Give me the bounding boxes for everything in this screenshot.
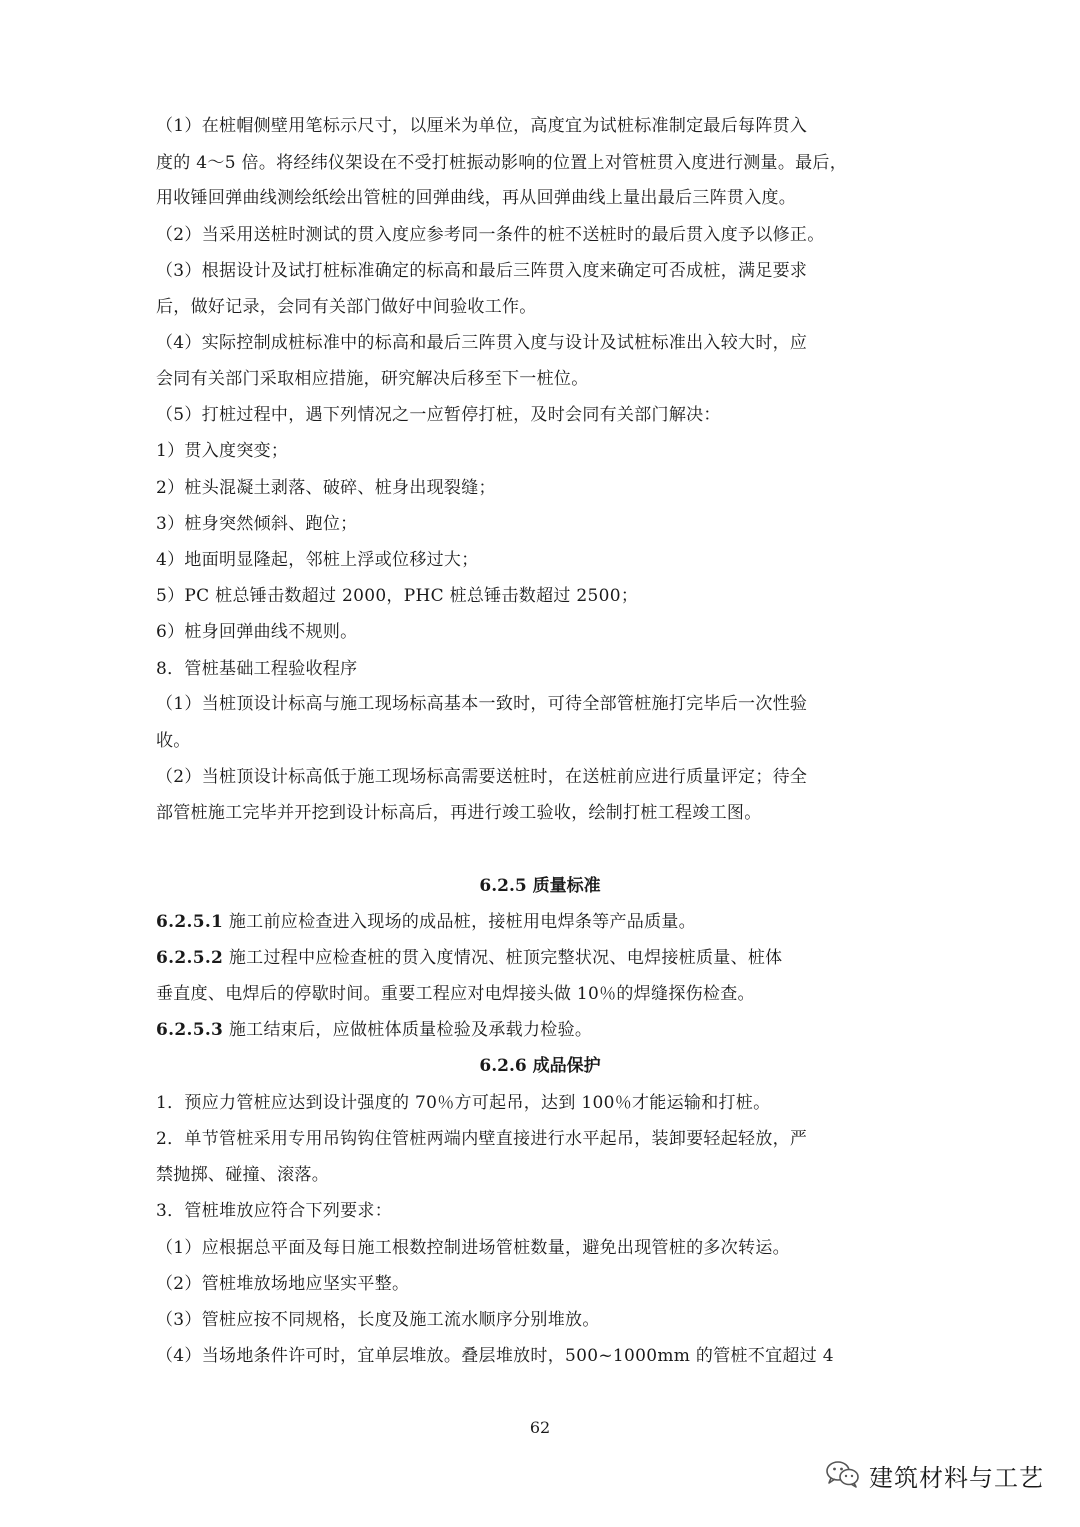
clause-line	[156, 912, 696, 932]
body-line: 3）桩身突然倾斜、跑位；	[156, 514, 358, 534]
body-line: 6）桩身回弹曲线不规则。	[156, 622, 358, 642]
body-line: （1）应根据总平面及每日施工根数控制进场管桩数量，避免出现管桩的多次转运。	[156, 1238, 790, 1258]
body-line: 部管桩施工完毕并开挖到设计标高后，再进行竣工验收，绘制打桩工程竣工图。	[156, 803, 762, 823]
body-line: （1）当桩顶设计标高与施工现场标高基本一致时，可待全部管桩施打完毕后一次性验	[156, 694, 808, 714]
section-heading-product-protection: 6.2.6 成品保护	[479, 1056, 601, 1076]
watermark	[825, 1458, 1044, 1493]
body-line: 4）地面明显隆起，邻桩上浮或位移过大；	[156, 550, 479, 570]
clause-text: 施工过程中应检查桩的贯入度情况、桩顶完整状况、电焊接桩质量、桩体	[223, 948, 783, 968]
body-line: 会同有关部门采取相应措施，研究解决后移至下一桩位。	[156, 369, 589, 389]
body-line: 收。	[156, 731, 191, 751]
body-line: （5）打桩过程中，遇下列情况之一应暂停打桩，及时会同有关部门解决：	[156, 405, 721, 425]
body-line: 1．预应力管桩应达到设计强度的 70％方可起吊，达到 100％才能运输和打桩。	[156, 1093, 771, 1113]
body-line: 度的 4～5 倍。将经纬仪架设在不受打桩振动影响的位置上对管桩贯入度进行测量。最后，	[156, 153, 848, 173]
body-line: 3．管桩堆放应符合下列要求：	[156, 1201, 393, 1221]
body-line: 2）桩头混凝土剥落、破碎、桩身出现裂缝；	[156, 478, 496, 498]
body-line: （2）管桩堆放场地应坚实平整。	[156, 1274, 410, 1294]
body-line: 1）贯入度突变；	[156, 441, 289, 461]
clause-text: 施工结束后，应做桩体质量检验及承载力检验。	[223, 1020, 593, 1040]
body-line: （1）在桩帽侧壁用笔标示尺寸，以厘米为单位，高度宜为试桩标准制定最后每阵贯入	[156, 116, 808, 136]
body-line: （3）管桩应按不同规格，长度及施工流水顺序分别堆放。	[156, 1310, 600, 1330]
clause-text: 施工前应检查进入现场的成品桩，接桩用电焊条等产品质量。	[223, 912, 696, 932]
wechat-icon	[825, 1459, 861, 1493]
body-line: 用收锤回弹曲线测绘纸绘出管桩的回弹曲线，再从回弹曲线上量出最后三阵贯入度。	[156, 188, 797, 208]
clause-text: 垂直度、电焊后的停歇时间。重要工程应对电焊接头做 10％的焊缝探伤检查。	[156, 984, 755, 1004]
page-number: 62	[529, 1418, 551, 1437]
clause-number: 6.2.5.2	[156, 948, 224, 968]
clause-line	[156, 984, 755, 1004]
body-line: 后，做好记录，会同有关部门做好中间验收工作。	[156, 297, 537, 317]
clause-number: 6.2.5.3	[156, 1020, 224, 1040]
clause-line	[156, 1020, 592, 1040]
body-line: （4）实际控制成桩标准中的标高和最后三阵贯入度与设计及试桩标准出入较大时，应	[156, 333, 808, 353]
clause-number: 6.2.5.1	[156, 912, 224, 932]
body-line: （4）当场地条件许可时，宜单层堆放。叠层堆放时，500~1000mm 的管桩不宜超过 4	[156, 1346, 834, 1366]
watermark-text: 建筑材料与工艺	[869, 1464, 1044, 1492]
body-line: 2．单节管桩采用专用吊钩钩住管桩两端内壁直接进行水平起吊，装卸要轻起轻放，严	[156, 1129, 808, 1149]
clause-line	[156, 948, 782, 968]
body-line: 5）PC 桩总锤击数超过 2000，PHC 桩总锤击数超过 2500；	[156, 586, 639, 606]
body-line: （3）根据设计及试打桩标准确定的标高和最后三阵贯入度来确定可否成桩，满足要求	[156, 261, 808, 281]
body-line: 8．管桩基础工程验收程序	[156, 659, 358, 679]
section-heading-quality-standard: 6.2.5 质量标准	[479, 876, 601, 896]
body-line: （2）当桩顶设计标高低于施工现场标高需要送桩时，在送桩前应进行质量评定；待全	[156, 767, 808, 787]
body-line: 禁抛掷、碰撞、滚落。	[156, 1165, 329, 1185]
body-line: （2）当采用送桩时测试的贯入度应参考同一条件的桩不送桩时的最后贯入度予以修正。	[156, 225, 825, 245]
